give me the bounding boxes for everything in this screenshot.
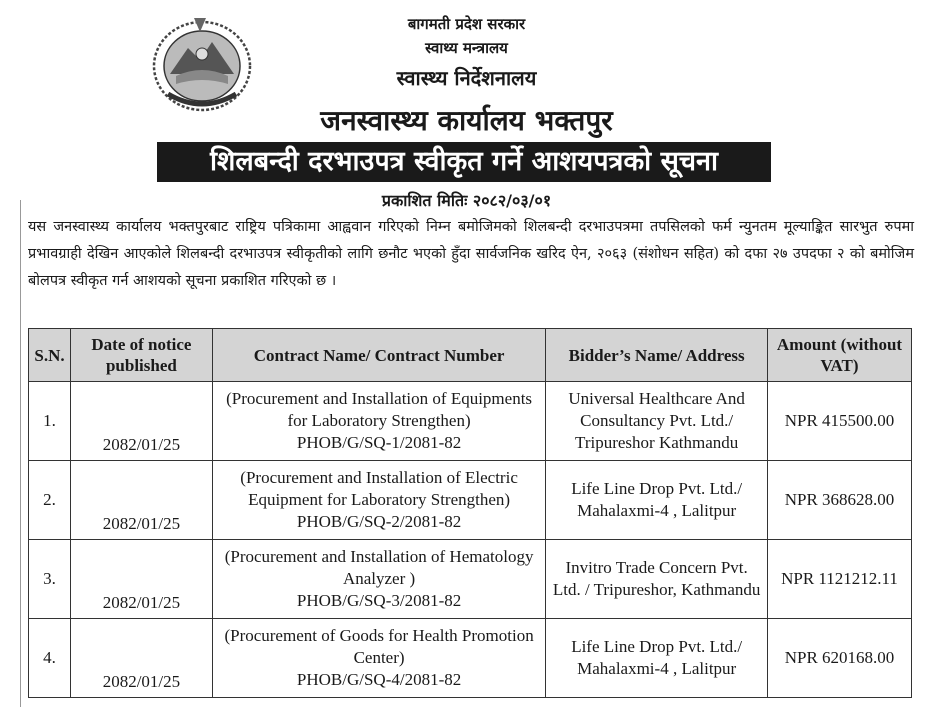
col-header-date: Date of notice published (70, 329, 212, 382)
cell-sn: 3. (29, 540, 71, 619)
cell-sn: 4. (29, 619, 71, 698)
notice-title-banner: शिलबन्दी दरभाउपत्र स्वीकृत गर्ने आशयपत्रको सूचना (157, 142, 771, 182)
contract-name: (Procurement and Installation of Electric Equipment for Laboratory Strengthen) (240, 468, 518, 509)
cell-contract (212, 619, 545, 698)
contract-number: PHOB/G/SQ-4/2081-82 (296, 670, 462, 689)
table-header-row (29, 329, 912, 382)
col-header-amount: Amount (without VAT) (768, 329, 912, 382)
cell-amount: NPR 368628.00 (768, 461, 912, 540)
col-header-sn: S.N. (29, 329, 71, 382)
award-table (28, 328, 912, 698)
contract-number: PHOB/G/SQ-2/2081-82 (296, 512, 462, 531)
cell-bidder: Life Line Drop Pvt. Ltd./ Mahalaxmi-4 , Lalitpur (546, 461, 768, 540)
cell-contract (212, 461, 545, 540)
table-row (29, 382, 912, 461)
contract-name: (Procurement and Installation of Equipments for Laboratory Strengthen) (226, 389, 533, 430)
table-row (29, 540, 912, 619)
cell-date: 2082/01/25 (70, 461, 212, 540)
notice-paragraph: यस जनस्वास्थ्य कार्यालय भक्तपुरबाट राष्ट्रिय पत्रिकामा आह्ववान गरिएको निम्न बमोजिमको शिलबन्दी दरभाउपत्रमा तपसिलको फर्म न्युनतम मूल्याङ्कित सारभुत रुपमा प्रभावग्राही देखिन आएकोले शिलबन्दी दरभाउपत्र स्वीकृतीको लागि छनौट भएको हुँदा सार्वजनिक खरिद ऐन, २०६३ (संशोधन सहित) को दफा २७ उपदफा २ को बमोजिम बोलपत्र स्वीकृत गर्न आशयको सूचना प्रकाशित गरिएको छ । (28, 219, 914, 289)
cell-sn: 1. (29, 382, 71, 461)
table-row (29, 619, 912, 698)
header-office: जनस्वास्थ्य कार्यालय भक्तपुर (320, 104, 613, 137)
contract-number: PHOB/G/SQ-1/2081-82 (296, 433, 462, 452)
cell-date: 2082/01/25 (70, 382, 212, 461)
col-header-bidder: Bidder’s Name/ Address (546, 329, 768, 382)
header-province: बागमती प्रदेश सरकार (407, 15, 526, 33)
header-directorate: स्वास्थ्य निर्देशनालय (396, 66, 537, 90)
cell-bidder: Universal Healthcare And Consultancy Pvt. Ltd./ Tripureshor Kathmandu (546, 382, 768, 461)
cell-bidder: Invitro Trade Concern Pvt. Ltd. / Tripureshor, Kathmandu (546, 540, 768, 619)
contract-number: PHOB/G/SQ-3/2081-82 (296, 591, 462, 610)
cell-bidder: Life Line Drop Pvt. Ltd./ Mahalaxmi-4 , Lalitpur (546, 619, 768, 698)
cell-date: 2082/01/25 (70, 540, 212, 619)
cell-amount: NPR 620168.00 (768, 619, 912, 698)
col-header-contract: Contract Name/ Contract Number (212, 329, 545, 382)
cell-date: 2082/01/25 (70, 619, 212, 698)
cell-amount: NPR 415500.00 (768, 382, 912, 461)
cell-sn: 2. (29, 461, 71, 540)
cell-contract (212, 382, 545, 461)
page-edge-rule (20, 200, 21, 707)
cell-amount: NPR 1121212.11 (768, 540, 912, 619)
table-row (29, 461, 912, 540)
header-ministry: स्वाथ्य मन्त्रालय (425, 39, 508, 57)
contract-name: (Procurement of Goods for Health Promotion Center) (224, 626, 534, 667)
contract-name: (Procurement and Installation of Hematology Analyzer ) (224, 547, 534, 588)
cell-contract (212, 540, 545, 619)
published-date: प्रकाशित मितिः २०८२/०३/०१ (381, 191, 552, 210)
